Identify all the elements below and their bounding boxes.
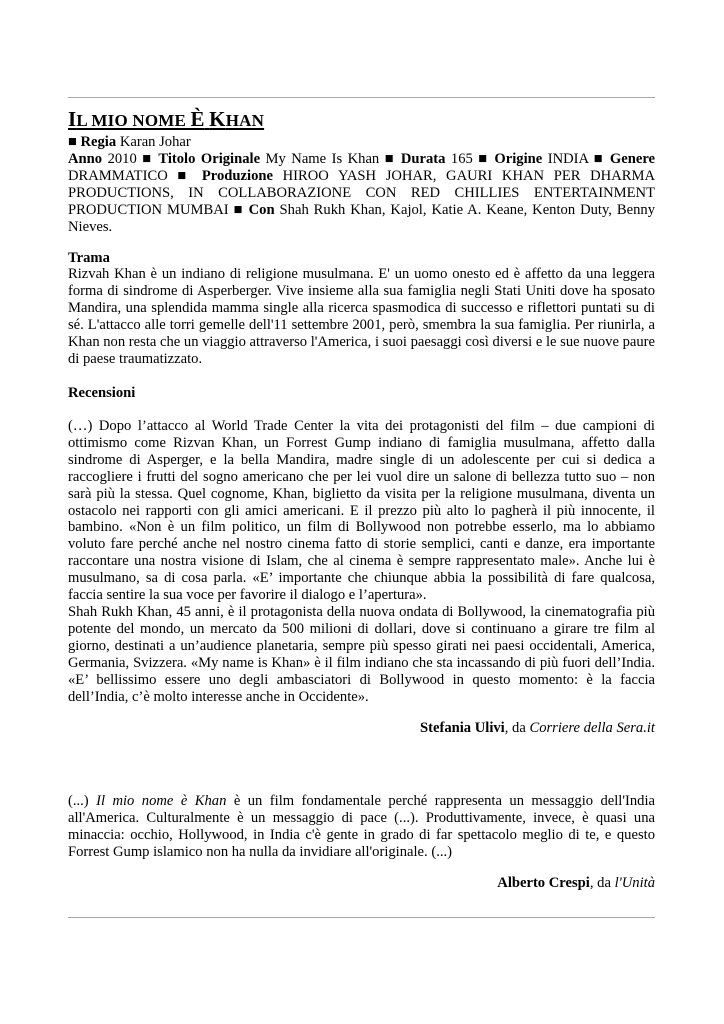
title-part-2: HAN [225,111,265,130]
review-2 [68,793,655,861]
titolo-label: Titolo Originale [158,150,261,167]
bullet-icon: ■ [593,150,605,167]
origine-value: INDIA [547,150,589,167]
review-2-signature [68,875,655,892]
con-label: Con [248,201,275,218]
review-1-signature [68,720,655,737]
credits-details [68,151,655,236]
bottom-rule [68,917,655,918]
origine-label: Origine [494,150,543,167]
produzione-value: HIROO YASH JOHAR, GAURI KHAN PER DHARMA PRODUCTIONS, IN COLLABORAZIONE CON RED CHILLIES ENTERTAINMENT PRODUCTION MUMBAI [68,167,655,218]
review-1 [68,418,655,705]
durata-label: Durata [400,150,446,167]
bullet-icon: ■ [142,150,153,167]
top-rule [68,97,655,98]
anno-value: 2010 [107,150,137,167]
credits-regia-line [68,134,655,151]
bullet-icon: ■ [478,150,489,167]
bullet-icon: ■ [177,167,193,184]
title-part-1: L MIO NOME [76,111,191,130]
bullet-icon: ■ [68,134,77,150]
bullet-icon: ■ [384,150,396,167]
regia-label: Regia [80,134,117,150]
anno-label: Anno [68,150,103,167]
bullet-icon: ■ [233,201,244,218]
produzione-label: Produzione [201,167,273,184]
title-cap-i: I [68,107,77,131]
durata-value: 165 [450,150,473,167]
review-1-paragraph-2: Shah Rukh Khan, 45 anni, è il protagonista della nuova ondata di Bollywood, la cinematografia più potente del mondo, un mercato da 500 milioni di dollari, dove si continuano a girare tre film al giorno, destinati a un’audience planetaria, sempre più spesso girati nei paesi occidentali, America, Germania, Svizzera. «My name is Khan» è il film indiano che sta incassando di più fuori dell’India. «E’ bellissimo essere uno degli ambasciatori di Bollywood in questo momento: è la faccia dell’India, c’è molto interesse anche in Occidente». [68,603,655,705]
review-2-film-title: Il mio nome è Khan [96,793,227,809]
review-1-sep: , da [504,720,530,736]
film-title [68,106,264,134]
title-cap-k: K [209,107,226,131]
credits-block [68,134,655,235]
review-1-source: Corriere della Sera.it [529,720,655,736]
regia-value: Karan Johar [119,134,191,150]
genere-value: DRAMMATICO [68,167,168,184]
review-2-author: Alberto Crespi [497,875,590,891]
trama-heading: Trama [68,250,110,266]
recensioni-heading: Recensioni [68,385,136,401]
titolo-value: My Name Is Khan [265,150,380,167]
genere-label: Genere [609,150,656,167]
trama-text: Rizvah Khan è un indiano di religione musulmana. E' un uomo onesto ed è affetto da una leggera forma di sindrome di Asperberger. Vive insieme alla sua famiglia negli Stati Uniti dove ha sposato Mandira, una splendida mamma single alla ricerca spasmodica di successo e riflettori puntati su di sé. L'attacco alle torri gemelle dell'11 settembre 2001, però, smembra la sua famiglia. Per riunirla, a Khan non resta che un viaggio attraverso l'America, i suoi paesaggi così diversi e le sue nuove paure di paese traumatizzato. [68,266,655,367]
con-value: Shah Rukh Khan, Kajol, Katie A. Keane, Kenton Duty, Benny Nieves. [68,201,655,235]
review-1-paragraph-1: (…) Dopo l’attacco al World Trade Center la vita dei protagonisti del film – due campioni di ottimismo come Rizvan Khan, un Forrest Gump indiano di famiglia musulmana, affetto dalla sindrome di Asperger, e la bella Mandira, madre single di un adolescente per cui si dedica a raccogliere i frutti del sogno americano che per lei vuol dire un salone di bellezza tutto suo – non sarà più la stessa. Quel cognome, Khan, biglietto da visita per la religione musulmana, diventa un ostacolo nei rapporti con gli amici americani. E il prezzo più alto lo pagherà il più innocente, il bambino. «Non è un film politico, un film di Bollywood non potrebbe esserlo, ma lo abbiamo voluto fare perché anche nel nostro cinema fatto di storie semplici, canti e danze, era importante raccontare una nostra visione di Islam, che al cinema è sempre rappresentato male». Anche lui è musulmano, sa di cosa parla. «E’ importante che chiunque abbia la possibilità di fare qualcosa, faccia sentire la sua voce per favorire il dialogo e l’apertura». [68,418,655,604]
review-2-sep: , da [589,875,615,891]
review-2-lead: (...) [68,793,97,809]
review-2-text: è un film fondamentale perché rappresenta un messaggio dell'India all'America. Culturalmente è un messaggio di pace (...). Produttivamente, invece, è quasi una minaccia: occhio, Hollywood, in India c'è gente in grado di far spettacolo meglio di te, e questo Forrest Gump islamico non ha nulla da invidiare all'originale. (...) [68,793,655,860]
review-1-author: Stefania Ulivi [420,720,505,736]
title-cap-e: È [190,107,205,131]
review-2-source: l'Unità [614,875,655,891]
